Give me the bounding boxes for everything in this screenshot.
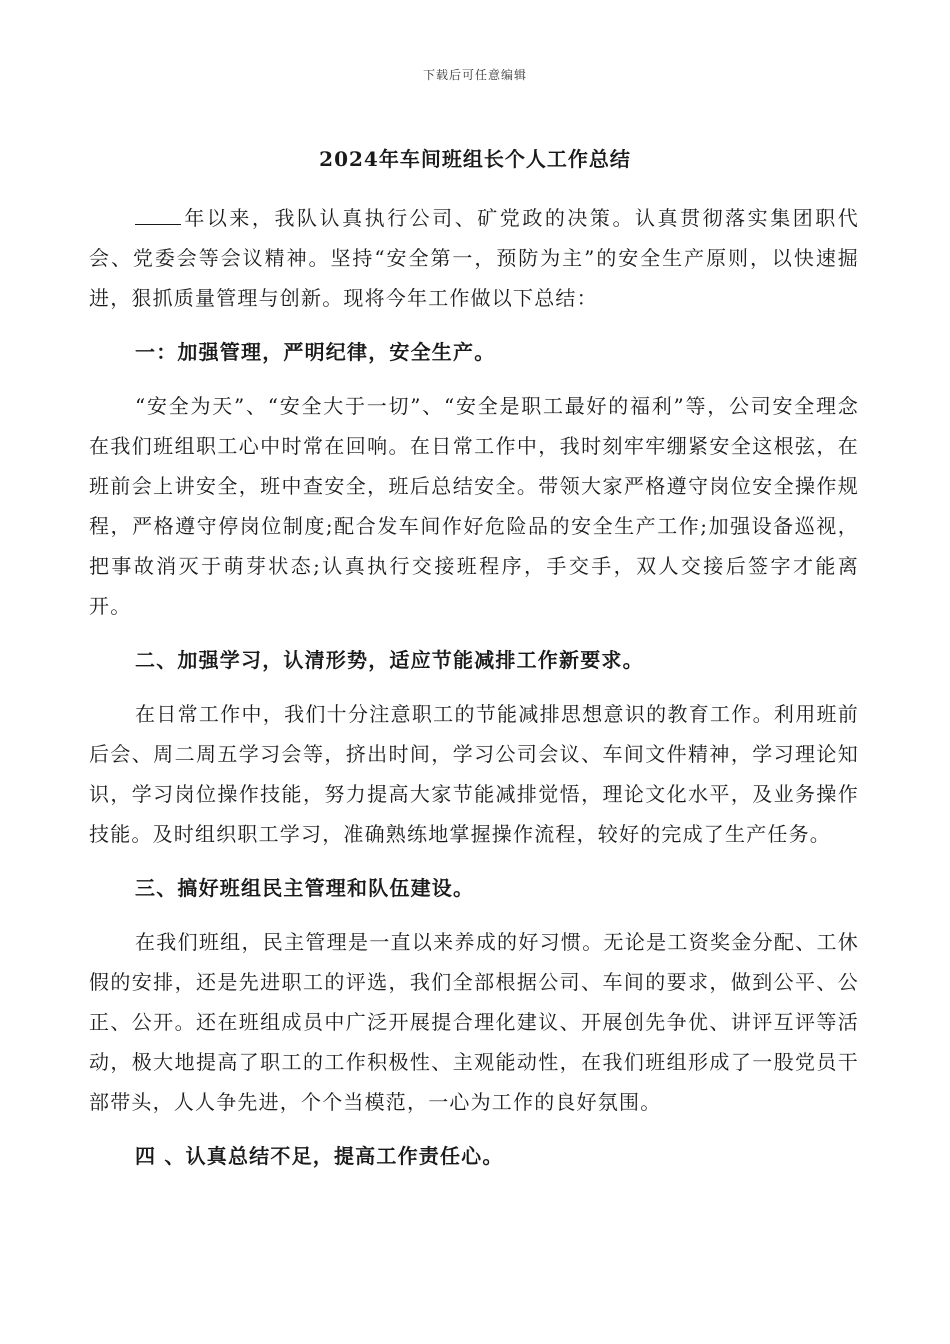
section-body-1: “安全为天”、“安全大于一切”、“安全是职工最好的福利”等，公司安全理念在我们班组职工心中时常在回响。在日常工作中，我时刻牢牢绷紧安全这根弦，在班前会上讲安全，班中查安全，班后总结安全。带领大家严格遵守岗位安全操作规程，严格遵守停岗位制度;配合发车间作好危险品的安全生产工作;加强设备巡视，把事故消灭于萌芽状态;认真执行交接班程序，手交手，双人交接后签字才能离开。 — [89, 394, 859, 618]
section-heading-1: 一：加强管理，严明纪律，安全生产。 — [135, 340, 496, 364]
section-body-2: 在日常工作中，我们十分注意职工的节能减排思想意识的教育工作。利用班前后会、周二周五学习会等，挤出时间，学习公司会议、车间文件精神，学习理论知识，学习岗位操作技能，努力提高大家节能减排觉悟，理论文化水平，及业务操作技能。及时组织职工学习，准确熟练地掌握操作流程，较好的完成了生产任务。 — [89, 702, 859, 846]
intro-paragraph — [89, 198, 859, 318]
document-title: 2024年车间班组长个人工作总结 — [319, 147, 631, 171]
section-heading-2: 二、加强学习，认清形势，适应节能减排工作新要求。 — [135, 648, 644, 672]
document-body — [89, 198, 859, 1190]
header-note: 下载后可任意编辑 — [422, 68, 527, 82]
fill-in-blank — [135, 202, 181, 225]
section-heading-3: 三、搞好班组民主管理和队伍建设。 — [135, 876, 475, 900]
section-heading-4: 四 、认真总结不足，提高工作责任心。 — [135, 1144, 504, 1168]
section-body-3: 在我们班组，民主管理是一直以来养成的好习惯。无论是工资奖金分配、工休假的安排，还是先进职工的评选，我们全部根据公司、车间的要求，做到公平、公正、公开。还在班组成员中广泛开展提合理化建议、开展创先争优、讲评互评等活动，极大地提高了职工的工作积极性、主观能动性，在我们班组形成了一股党员干部带头，人人争先进，个个当模范，一心为工作的良好氛围。 — [89, 930, 859, 1114]
intro-text: 年以来，我队认真执行公司、矿党政的决策。认真贯彻落实集团职代会、党委会等会议精神。坚持“安全第一，预防为主”的安全生产原则，以快速掘进，狠抓质量管理与创新。现将今年工作做以下总结： — [89, 206, 859, 310]
